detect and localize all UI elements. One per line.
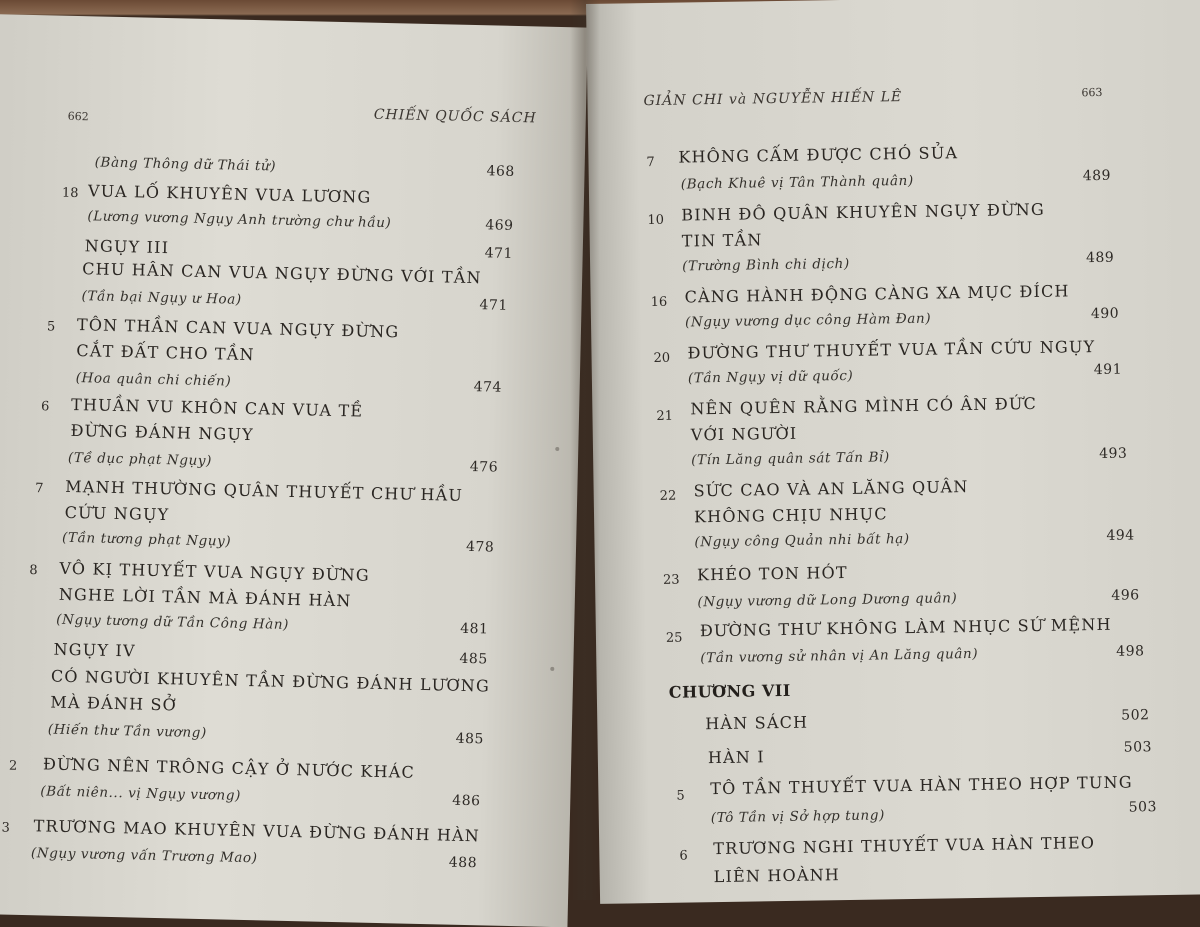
entry-page-number: 503 [1128,799,1158,816]
entry-page-number: 489 [1085,249,1115,267]
entry-number: 25 [665,630,683,646]
entry-number: 20 [653,350,671,366]
entry-number: 7 [646,154,655,171]
entry-title-line2: CỨU NGỤY [64,502,170,525]
entry-number: 6 [40,399,50,415]
entry-number: 3 [1,820,10,836]
entry-title: TÔN THẦN CAN VUA NGỤY ĐỪNG [76,315,400,342]
binding-hole [550,667,554,671]
entry-page-number: 468 [486,163,515,180]
entry-page-number: 471 [484,245,514,262]
entry-subtitle: (Ngụy công Quản nhi bất hạ) [694,530,910,551]
entry-page-number: 491 [1093,361,1123,379]
entry-title: CHU HÂN CAN VUA NGỤY ĐỪNG VỚI TẦN [82,259,482,288]
entry-title: NÊN QUÊN RẰNG MÌNH CÓ ÂN ĐỨC [690,393,1038,419]
entry-page-number: 488 [448,854,478,872]
entry-title: ĐƯỜNG THƯ THUYẾT VUA TẦN CỨU NGỤY [687,337,1096,363]
left-page [0,14,588,927]
entry-page-number: 496 [1111,587,1140,604]
entry-subtitle: (Tần tương phạt Ngụy) [61,529,232,550]
entry-title: TRƯƠNG MAO KHUYÊN VUA ĐỪNG ĐÁNH HÀN [33,816,481,846]
entry-title: ĐƯỜNG THƯ KHÔNG LÀM NHỤC SỨ MỆNH [699,614,1112,641]
right-page [586,0,1200,904]
entry-subtitle: (Trường Bình chi dịch) [682,255,850,275]
entry-title: TÔ TẦN THUYẾT VUA HÀN THEO HỢP TUNG [710,772,1133,799]
entry-title-line2: ĐỪNG ĐÁNH NGỤY [70,420,255,445]
entry-title: THUẦN VU KHÔN CAN VUA TỀ [70,394,364,421]
entry-page-number: 493 [1099,445,1128,462]
entry-subtitle: (Tần Ngụy vị dữ quốc) [687,367,854,387]
entry-number: 16 [650,294,668,311]
entry-title-line2: LIÊN HOÀNH [713,865,841,887]
entry-page-number: 485 [455,730,485,748]
entry-number: 22 [659,488,677,504]
entry-page-number: 476 [469,459,499,476]
entry-subtitle: (Tần vương sử nhân vị An Lăng quân) [700,645,979,667]
entry-number: 5 [46,319,56,335]
entry-page-number: 490 [1090,305,1120,323]
entry-subtitle: (Ngụy vương dữ Long Dương quân) [697,590,958,611]
entry-page-number: 478 [465,538,495,556]
entry-page-number: 502 [1121,707,1150,724]
entry-title: VÔ KỊ THUYẾT VUA NGỤY ĐỪNG [59,558,371,585]
left-page-number: 662 [67,109,89,124]
entry-title: ĐỪNG NÊN TRÔNG CẬY Ở NƯỚC KHÁC [42,754,416,782]
entry-page-number: 481 [459,620,489,638]
entry-title: CÀNG HÀNH ĐỘNG CÀNG XA MỤC ĐÍCH [684,281,1070,307]
entry-title: SỨC CAO VÀ AN LĂNG QUÂN [693,477,969,501]
entry-subtitle: (Tề dục phạt Ngụy) [67,449,213,470]
entry-title-line2: TIN TẦN [681,230,763,251]
entry-number: 18 [61,185,79,202]
right-running-header: GIẢN CHI và NGUYỄN HIẾN LÊ [643,89,903,110]
entry-subtitle: (Bạch Khuê vị Tân Thành quân) [680,172,914,193]
entry-subtitle: (Lương vương Ngụy Anh trường chư hầu) [87,208,392,232]
entry-title: BINH ĐÔ QUÂN KHUYÊN NGỤY ĐỪNG [681,199,1046,225]
entry-subtitle: (Tín Lăng quân sát Tấn Bỉ) [691,449,890,469]
chapter-heading: CHƯƠNG VII [668,680,791,702]
entry-subtitle: (Ngụy vương dục công Hàm Đan) [684,310,932,331]
entry-title: VUA LỐ KHUYÊN VUA LƯƠNG [87,181,372,207]
entry-number: 23 [662,572,680,588]
left-running-header: CHIẾN QUỐC SÁCH [373,106,537,127]
entry-page-number: 498 [1116,643,1145,660]
section-title: HÀN I [707,747,765,768]
entry-number: 5 [676,788,685,804]
entry-subtitle: (Bàng Thông dữ Thái tử) [94,154,277,175]
entry-title: KHÔNG CẤM ĐƯỢC CHÓ SỦA [678,143,959,167]
entry-page-number: 489 [1082,167,1112,185]
entry-number: 2 [8,758,18,774]
entry-page-number: 494 [1106,527,1135,544]
entry-subtitle: (Ngụy tương dữ Tần Công Hàn) [56,611,290,633]
entry-number: 10 [647,212,665,229]
entry-title: TRƯƠNG NGHI THUYẾT VUA HÀN THEO [713,833,1096,859]
section-title: NGỤY III [84,236,170,258]
entry-number: 7 [35,481,44,497]
binding-hole [555,447,559,451]
entry-page-number: 474 [473,379,503,396]
entry-subtitle: (Hiến thư Tần vương) [47,721,208,742]
entry-title-line2: NGHE LỜI TẦN MÀ ĐÁNH HÀN [58,584,352,611]
entry-title-line2: MÀ ĐÁNH SỞ [50,692,178,715]
entry-number: 6 [679,848,688,864]
entry-page-number: 503 [1123,739,1153,756]
entry-title: KHÉO TON HÓT [696,562,848,585]
entry-subtitle: (Tô Tần vị Sở hợp tung) [710,807,886,827]
entry-subtitle: (Tần bại Ngụy ư Hoa) [81,288,242,308]
right-page-number: 663 [1081,85,1103,100]
entry-page-number: 469 [485,217,514,234]
entry-subtitle: (Bất niên... vị Ngụy vương) [40,783,242,804]
entry-number: 8 [29,563,38,579]
entry-title: CÓ NGƯỜI KHUYÊN TẦN ĐỪNG ĐÁNH LƯƠNG [50,666,491,696]
entry-page-number: 486 [452,792,481,810]
section-title: NGỤY IV [53,639,137,661]
entry-number: 21 [656,408,674,424]
entry-title-line2: VỚI NGƯỜI [690,423,798,445]
section-title: HÀN SÁCH [705,712,809,734]
entry-subtitle: (Hoa quân chi chiến) [75,370,232,390]
entry-title-line2: CẮT ĐẤT CHO TẦN [76,341,255,365]
entry-title-line2: KHÔNG CHỊU NHỤC [693,504,888,527]
entry-page-number: 485 [459,650,488,668]
entry-title: MẠNH THƯỜNG QUÂN THUYẾT CHƯ HẦU [65,476,464,505]
book-gutter [570,0,600,900]
entry-subtitle: (Ngụy vương vấn Trương Mao) [30,845,258,867]
entry-page-number: 471 [479,297,508,314]
